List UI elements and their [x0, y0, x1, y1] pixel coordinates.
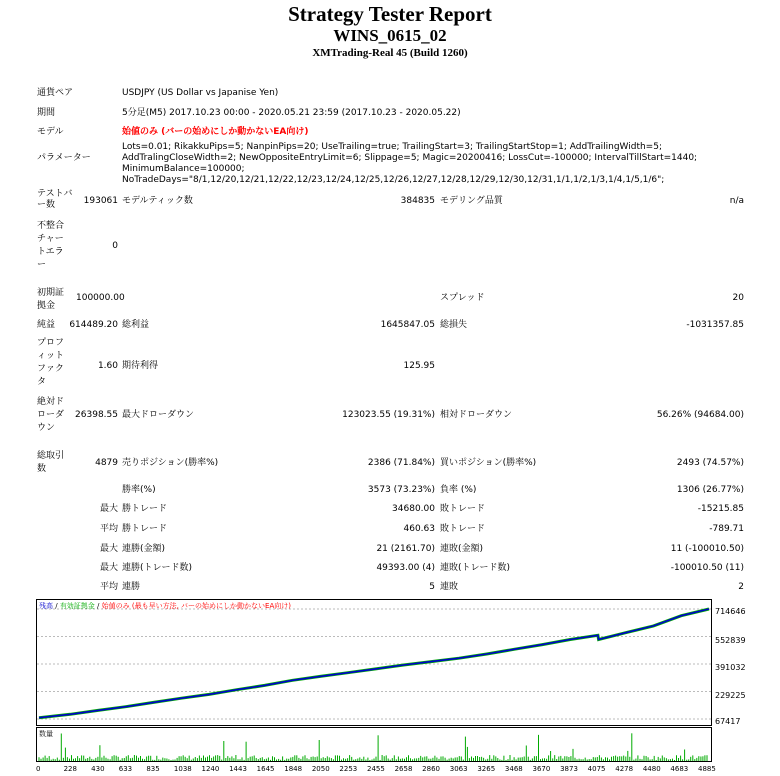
x-tick: 1443 — [229, 765, 247, 773]
legend-balance: 残高 — [39, 602, 53, 610]
x-tick: 835 — [146, 765, 160, 773]
long-value: 2493 (74.57%) — [676, 458, 744, 468]
x-tick: 3873 — [560, 765, 578, 773]
avg-cons-wins-value: 5 — [429, 582, 435, 592]
avg-win-label: 勝トレード — [122, 524, 168, 534]
short-value: 2386 (71.84%) — [367, 458, 435, 468]
avg-win-value: 460.63 — [403, 524, 435, 534]
gross-loss-value: -1031357.85 — [686, 320, 744, 330]
model-value: 始値のみ (バーの始めにしか動かないEA向け) — [122, 127, 309, 137]
ea-name: WINS_0615_02 — [333, 26, 447, 45]
x-tick: 3670 — [532, 765, 551, 773]
balance-line — [39, 609, 709, 718]
symbol-value: USDJPY (US Dollar vs Japanise Yen) — [122, 88, 279, 98]
quality-label: モデリング品質 — [440, 196, 503, 206]
x-tick: 4480 — [642, 765, 661, 773]
trades-value: 4879 — [95, 458, 118, 468]
legend-model: 始値のみ (最も早い方法, バーの始めにしか動かないEA向け) — [101, 602, 291, 610]
avg-loss-label: 敗トレード — [440, 524, 486, 534]
max-cons-profit-label: 連勝(トレード数) — [122, 563, 193, 573]
rel-dd-label: 相対ドローダウン — [440, 410, 513, 420]
long-label: 買いポジション(勝率%) — [440, 458, 537, 468]
x-tick: 1240 — [201, 765, 220, 773]
x-tick: 1848 — [284, 765, 303, 773]
win-rate-label: 勝率(%) — [122, 485, 156, 495]
y-tick-0: 714646 — [715, 607, 746, 616]
x-tick: 0 — [36, 765, 41, 773]
x-tick: 1038 — [173, 765, 192, 773]
gross-loss-label: 総損失 — [440, 320, 468, 330]
loss-rate-label: 負率 (%) — [440, 485, 477, 495]
trades-label: 総取引数 — [37, 451, 65, 474]
max-cons-losses-money-label: 連敗(金額) — [440, 544, 484, 554]
worst-value: -15215.85 — [697, 504, 744, 514]
gross-profit-value: 1645847.05 — [380, 320, 435, 330]
best-label: 勝トレード — [122, 504, 168, 514]
net-label: 純益 — [37, 320, 56, 330]
mismatch-value: 0 — [112, 241, 118, 251]
y-tick-3: 229225 — [715, 691, 746, 700]
x-tick: 2253 — [339, 765, 358, 773]
x-tick: 3265 — [477, 765, 496, 773]
abs-dd-label: 絶対ドローダウン — [37, 397, 65, 433]
max-cons-profit-value: 49393.00 (4) — [376, 563, 435, 573]
x-tick: 228 — [63, 765, 77, 773]
avg-label-1: 平均 — [99, 524, 118, 534]
max-cons-wins-money-label: 連勝(金額) — [122, 544, 166, 554]
loss-rate-value: 1306 (26.77%) — [676, 485, 744, 495]
expected-value: 125.95 — [403, 361, 435, 371]
rel-dd-value: 56.26% (94684.00) — [656, 410, 744, 420]
max-label-3: 最大 — [99, 563, 118, 573]
worst-label: 敗トレード — [440, 504, 486, 514]
symbol-label: 通貨ペア — [37, 88, 74, 98]
pf-label: プロフィットファクタ — [37, 338, 65, 387]
pf-value: 1.60 — [97, 361, 118, 371]
model-label: モデル — [37, 127, 64, 137]
avg-loss-value: -789.71 — [709, 524, 744, 534]
x-tick: 4278 — [615, 765, 634, 773]
max-cons-loss-label: 連敗(トレード数) — [440, 563, 511, 573]
x-tick: 633 — [118, 765, 133, 773]
deposit-value: 100000.00 — [76, 293, 125, 303]
y-tick-2: 391032 — [715, 663, 746, 672]
x-tick: 2860 — [422, 765, 440, 773]
legend-equity: 有効証拠金 — [59, 602, 95, 610]
avg-cons-losses-value: 2 — [738, 582, 744, 592]
params-label: パラメーター — [37, 153, 91, 163]
mismatch-label: 不整合チャートエラー — [37, 221, 65, 270]
max-label-2: 最大 — [99, 544, 118, 554]
period-value: 5分足(M5) 2017.10.23 00:00 - 2020.05.21 23:59 (2017.10.23 - 2020.05.22) — [122, 108, 461, 118]
x-tick: 1645 — [256, 765, 275, 773]
expected-label: 期待利得 — [122, 361, 159, 371]
quality-value: n/a — [729, 196, 744, 206]
win-rate-value: 3573 (73.23%) — [367, 485, 435, 495]
params-value: Lots=0.01; RikakkuPips=5; NanpinPips=20; UseTrailing=true; TrailingStart=3; TrailingStartStop=1; AddTrailingWidth=5; AddTralingCloseWidth=2; NewOppositeEntryLimit=6; Slippage=5; Magic=20200416; LossCut=-100000; IntervalTillStart=1440; MinimumBalance=100000; NoTradeDays="8/1,12/20,12/21,12/22,12/23,12/24,12/25,12/26,12/27,12/28,12/29,12/30,12/31,1/1,1/2,1/3,1/4,1/5,1/6"; — [122, 142, 698, 185]
x-tick: 4075 — [587, 765, 606, 773]
best-value: 34680.00 — [392, 504, 435, 514]
max-cons-losses-money-value: 11 (-100010.50) — [670, 544, 744, 554]
x-tick: 430 — [91, 765, 105, 773]
max-cons-wins-money-value: 21 (2161.70) — [376, 544, 435, 554]
chart-legend — [39, 601, 291, 611]
y-tick-4: 67417 — [715, 717, 741, 726]
spread-label: スプレッド — [440, 293, 485, 303]
equity-line — [39, 609, 709, 718]
x-tick: 3063 — [449, 765, 468, 773]
x-tick: 4885 — [698, 765, 716, 773]
bars-label: テストバー数 — [37, 189, 73, 210]
avg-label-2: 平均 — [99, 582, 118, 592]
abs-dd-value: 26398.55 — [75, 410, 118, 420]
legend-sep-2: / — [94, 602, 102, 610]
ticks-value: 384835 — [400, 196, 435, 206]
max-cons-loss-value: -100010.50 (11) — [670, 563, 744, 573]
max-dd-value: 123023.55 (19.31%) — [342, 410, 435, 420]
legend-sep-1: / — [53, 602, 60, 610]
max-dd-label: 最大ドローダウン — [122, 410, 195, 420]
x-tick: 2050 — [311, 765, 330, 773]
x-tick: 2658 — [394, 765, 413, 773]
net-value: 614489.20 — [69, 320, 118, 330]
period-label: 期間 — [37, 108, 56, 118]
x-tick: 4683 — [670, 765, 689, 773]
deposit-label: 初期証拠金 — [37, 288, 65, 311]
avg-cons-losses-label: 連敗 — [440, 582, 459, 592]
x-tick: 3468 — [504, 765, 523, 773]
x-tick: 2455 — [367, 765, 385, 773]
gross-profit-label: 総利益 — [122, 320, 150, 330]
max-label-1: 最大 — [99, 504, 118, 514]
y-tick-1: 552839 — [715, 636, 746, 645]
volume-chart-svg — [37, 728, 711, 761]
volume-label: 数量 — [39, 730, 53, 738]
short-label: 売りポジション(勝率%) — [122, 458, 219, 468]
report-title: Strategy Tester Report — [288, 2, 492, 26]
server-name: XMTrading-Real 45 (Build 1260) — [312, 47, 468, 59]
bars-value: 193061 — [83, 196, 118, 206]
ticks-label: モデルティック数 — [122, 196, 193, 206]
balance-chart-svg — [37, 600, 711, 725]
avg-cons-wins-label: 連勝 — [122, 582, 141, 592]
volume-chart — [36, 727, 712, 762]
spread-value: 20 — [732, 293, 744, 303]
balance-chart — [36, 599, 712, 726]
